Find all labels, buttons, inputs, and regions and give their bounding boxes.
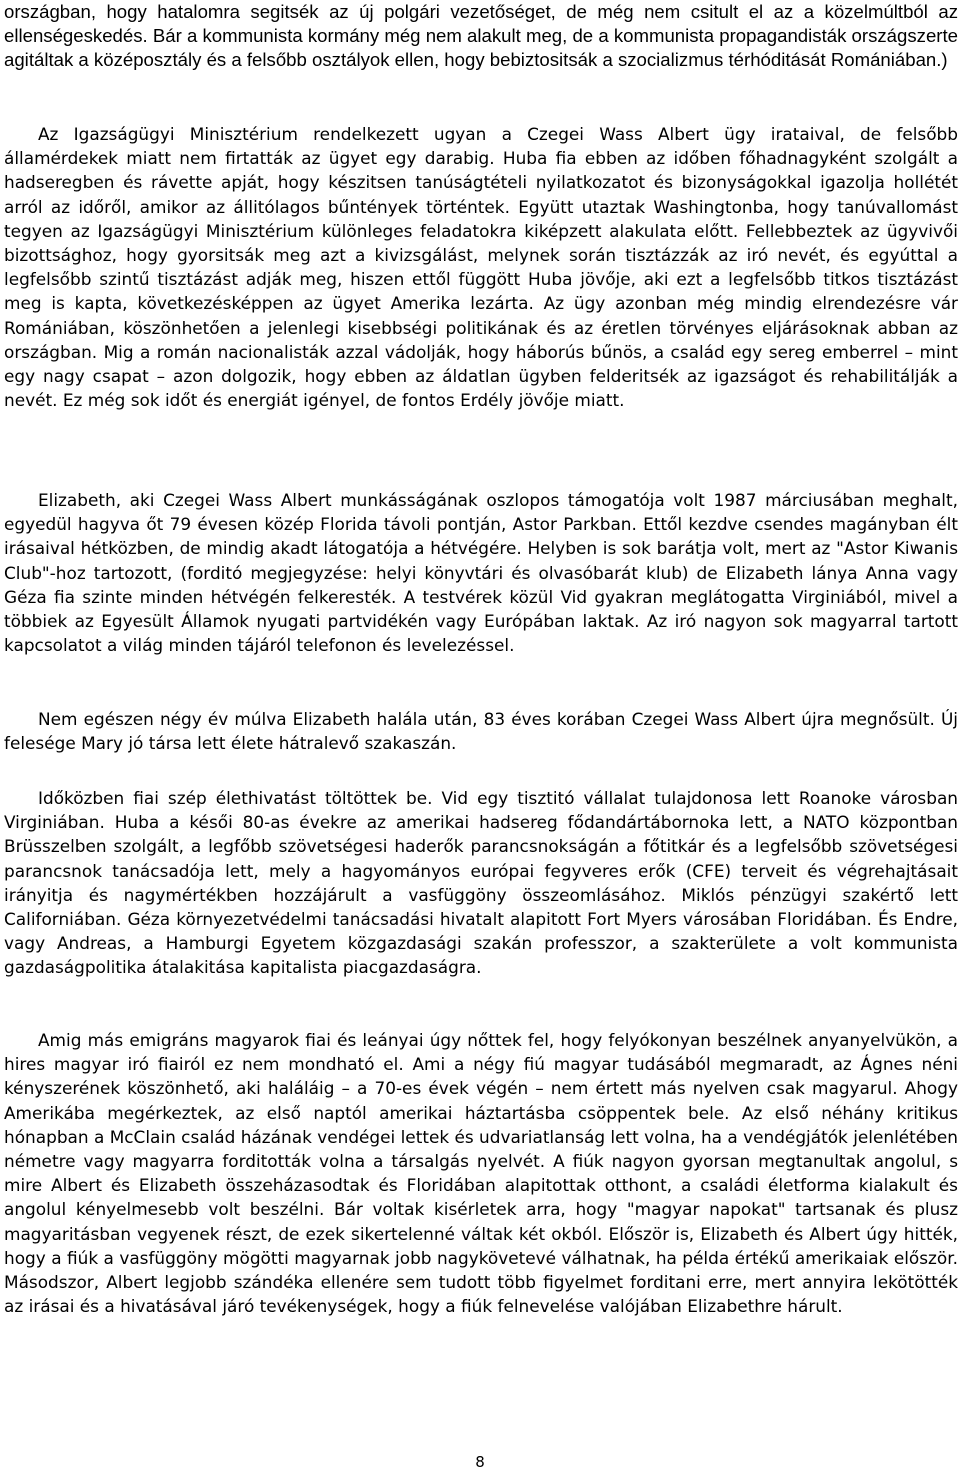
paragraph-5: Időközben fiai szép élethivatást töltöttek be. Vid egy tisztitó vállalat tulajdonosa lett Roanoke városban Virginiában. Huba a késői 80-as évekre az amerikai hadsereg fődandártábornoka lett, a NATO központban Brüsszelben szolgált, a legfőbb szövetségesi haderők parancsnokságán a főtitkár és a legfelsőbb szövetségesi parancsnok tanácsadója lett, mely a hagyományos európai fegyveres erők (CFE) terveit és végrehajtásait irányitja és nagymértékben hozzájárult a vasfüggöny összeomlásához. Miklós pénzügyi szakértő lett Californiában. Géza környezetvédelmi tanácsadási hivatalt alapitott Fort Myers városában Floridában. És Endre, vagy Andreas, a Hamburgi Egyetem közgazdasági szakán professzor, a szakterülete a volt kommunista gazdaságpolitika átalakitása kapitalista piacgazdaságra. (4, 788, 958, 978)
paragraph-1: országban, hogy hatalomra segitsék az új polgári vezetőséget, de még nem csitult el az a közelmúltból az ellenségeskedés. Bár a kommunista kormány még nem alakult meg, de a kommunista propagandisták országszerte agitáltak a középosztály és a felsőbb osztályok ellen, hogy bebiztositsák a szocializmus térhóditását Romániában.) (4, 1, 958, 71)
paragraph-4: Nem egészen négy év múlva Elizabeth halála után, 83 éves korában Czegei Wass Albert újra megnősült. Új felesége Mary jó társa lett élete hátralevő szakaszán. (4, 709, 958, 754)
paragraph-2: Az Igazságügyi Minisztérium rendelkezett ugyan a Czegei Wass Albert ügy irataival, de felsőbb államérdekek miatt nem firtatták az ügyet egy darabig. Huba fia ebben az időben főhadnagyként szolgált a hadseregben és rávette apját, hogy készitsen tanúságtételi nyilatkozatot és bizonyságokkal igazolja hollétét arról az időről, amikor az állitólagos bűntények történtek. Együtt utaztak Washingtonba, hogy tanúvallomást tegyen az Igazságügyi Minisztérium különleges feladatokra kiképzett alakulata előtt. Fellebbeztek az ügyvivői bizottsághoz, hogy gyorsitsák meg azt a kivizsgálást, melynek során tisztázzák az iró nevét, és egyúttal a legfelsőbb szintű tisztázást adják meg, hiszen ettől függött Huba jövője, aki ezt a legfelsőbb titkos tisztázást meg is kapta, következésképpen az ügyet Amerika lezárta. Az ügy azonban még mindig elrendezésre vár Romániában, köszönhetően a jelenlegi kisebbségi politikának és az éretlen törvényes eljárásoknak abban az országban. Mig a román nacionalisták azzal vádolják, hogy háborús bűnös, a család egy sereg emberrel – mint egy nagy csapat – azon dolgozik, hogy ebben az áldatlan ügyben felderitsék az igazságot és rehabilitálják a nevét. Ez még sok időt és energiát igényel, de fontos Erdély jövője miatt. (4, 124, 958, 411)
paragraph-6: Amig más emigráns magyarok fiai és leányai úgy nőttek fel, hogy felyókonyan beszélnek anyanyelvükön, a hires magyar iró fiairól ez nem mondható el. Ami a négy fiú magyar tudásából megmaradt, az Ágnes néni kényszerének köszönhető, aki haláláig – a 70-es évek végén – nem értett más nyelven csak magyarul. Ahogy Amerikába megérkeztek, az első naptól amerikai háztartásba csöppentek bele. Az első néhány kritikus hónapban a McClain család házának vendégei lettek és udvariatlanság lett volna, ha a vendégjátók jelenlétében németre vagy magyarra forditották volna a társalgás nyelvét. A fiúk nagyon gyorsan megtanultak angolul, s mire Albert és Elizabeth összeházasodtak és Floridában alapitottak otthont, a családi életforma kialakult és angolul kényelmesebb volt beszélni. Bár voltak kisérletek arra, hogy "magyar napokat" tartsanak és plusz magyaritásban vegyenek részt, de ezek sikertelenné váltak két okból. Először is, Elizabeth és Albert úgy hitték, hogy a fiúk a vasfüggöny mögötti magyarnak jobb nagykövetevé válhatnak, ha példa értékű amerikaiak először. Másodszor, Albert legjobb szándéka ellenére sem tudott több figyelmet forditani erre, mert annyira lekötötték az irásai és a hivatásával járó tevékenységek, hogy a fiúk felnevelése valójában Elizabethre hárult. (4, 1030, 958, 1317)
page-number: 8 (475, 1453, 485, 1471)
paragraph-3: Elizabeth, aki Czegei Wass Albert munkásságának oszlopos támogatója volt 1987 márciusában meghalt, egyedül hagyva őt 79 évesen közép Florida távoli pontján, Astor Parkban. Ettől kezdve csendes magányban élt irásaival hétközben, de mindig akadt látogatója a hétvégére. Helyben is sok barátja volt, mert az "Astor Kiwanis Club"-hoz tartozott, (forditó megjegyzése: helyi könyvtári és olvasóbarát klub) de Elizabeth lánya Anna vagy Géza fia szinte minden hétvégén felkeresték. A testvérek közül Vid gyakran meglátogatta Virginiából, mivel a többiek az Egyesült Államok nyugati partvidékén vagy Európában laktak. Az iró nagyon sok magyarral tartott kapcsolatot a világ minden tájáról telefonon és levelezéssel. (4, 490, 958, 656)
